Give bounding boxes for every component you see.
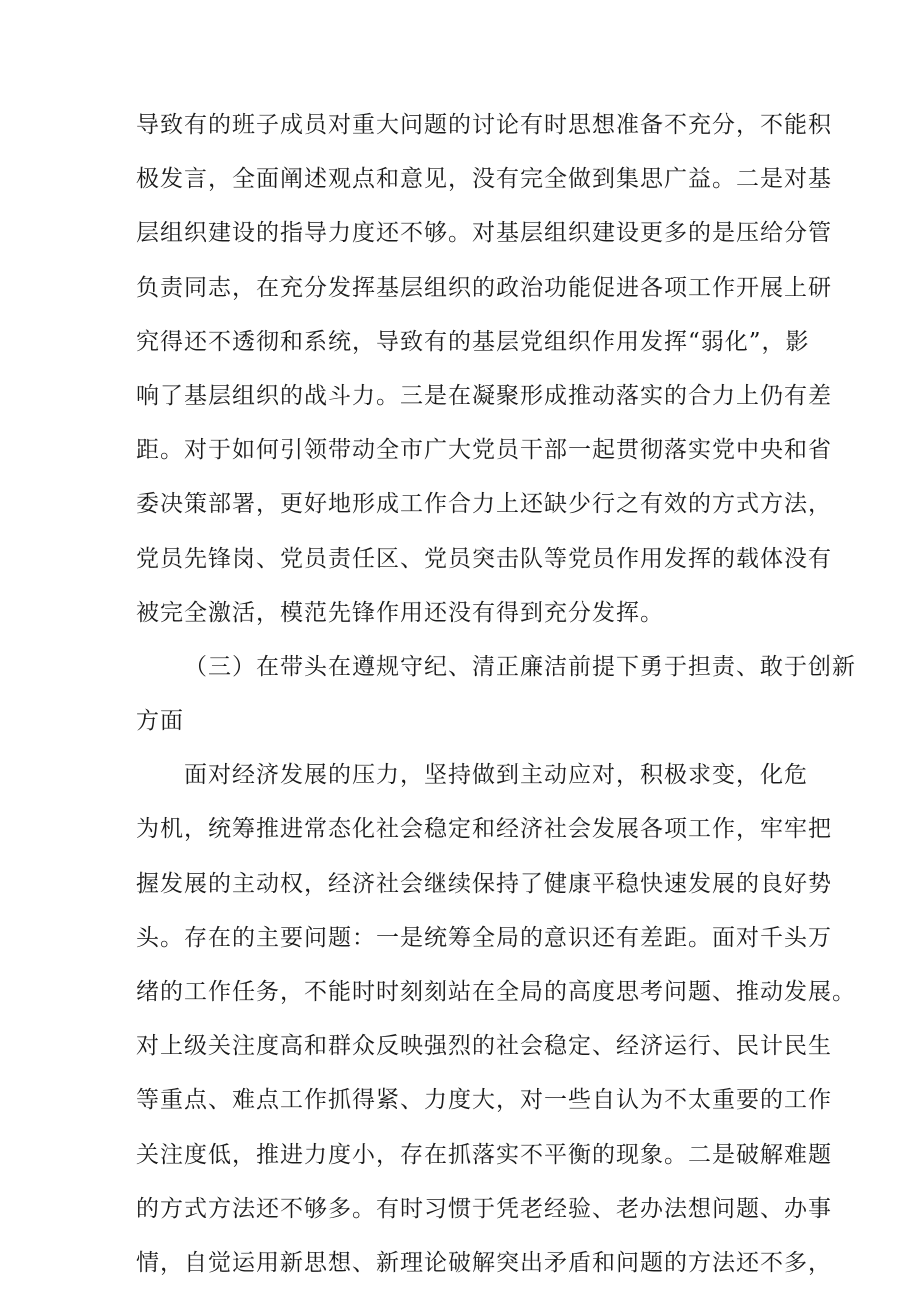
document-body [136, 98, 856, 1290]
section-heading-line: 方面 [136, 708, 184, 735]
paragraph-line: 为机，统筹推进常态化社会稳定和经济社会发展各项工作，牢牢把 [136, 816, 832, 843]
paragraph-line: 导致有的班子成员对重大问题的讨论有时思想准备不充分，不能积 [136, 112, 832, 138]
paragraph-line: 头。存在的主要问题：一是统筹全局的意识还有差距。面对千头万 [136, 924, 832, 951]
paragraph-line: 等重点、难点工作抓得紧、力度大，对一些自认为不太重要的工作 [136, 1087, 832, 1114]
paragraph-line: 被完全激活，模范先锋作用还没有得到充分发挥。 [136, 599, 664, 626]
paragraph-line: 响了基层组织的战斗力。三是在凝聚形成推动落实的合力上仍有差 [136, 382, 832, 409]
paragraph-line: 委决策部署，更好地形成工作合力上还缺少行之有效的方式方法， [136, 491, 832, 518]
paragraph-line: 党员先锋岗、党员责任区、党员突击队等党员作用发挥的载体没有 [136, 545, 832, 572]
paragraph-line: 绪的工作任务，不能时时刻刻站在全局的高度思考问题、推动发展。 [136, 979, 856, 1005]
section-heading-line: （三）在带头在遵规守纪、清正廉洁前提下勇于担责、敢于创新 [184, 653, 856, 680]
paragraph-line: 关注度低，推进力度小，存在抓落实不平衡的现象。二是破解难题 [136, 1141, 832, 1168]
paragraph-line: 面对经济发展的压力，坚持做到主动应对，积极求变，化危 [184, 762, 808, 789]
paragraph-line: 极发言，全面阐述观点和意见，没有完全做到集思广益。二是对基 [136, 166, 832, 193]
paragraph-line: 对上级关注度高和群众反映强烈的社会稳定、经济运行、民计民生 [136, 1033, 832, 1060]
paragraph-line: 握发展的主动权，经济社会继续保持了健康平稳快速发展的良好势 [136, 870, 832, 897]
paragraph-line: 情，自觉运用新思想、新理论破解突出矛盾和问题的方法还不多， [136, 1249, 832, 1276]
paragraph-line: 层组织建设的指导力度还不够。对基层组织建设更多的是压给分管 [136, 220, 832, 247]
paragraph-line: 的方式方法还不够多。有时习惯于凭老经验、老办法想问题、办事 [136, 1195, 832, 1222]
paragraph-line: 究得还不透彻和系统，导致有的基层党组织作用发挥“弱化”，影 [136, 328, 810, 355]
paragraph-line: 距。对于如何引领带动全市广大党员干部一起贯彻落实党中央和省 [136, 437, 832, 464]
paragraph-line: 负责同志，在充分发挥基层组织的政治功能促进各项工作开展上研 [136, 274, 832, 301]
